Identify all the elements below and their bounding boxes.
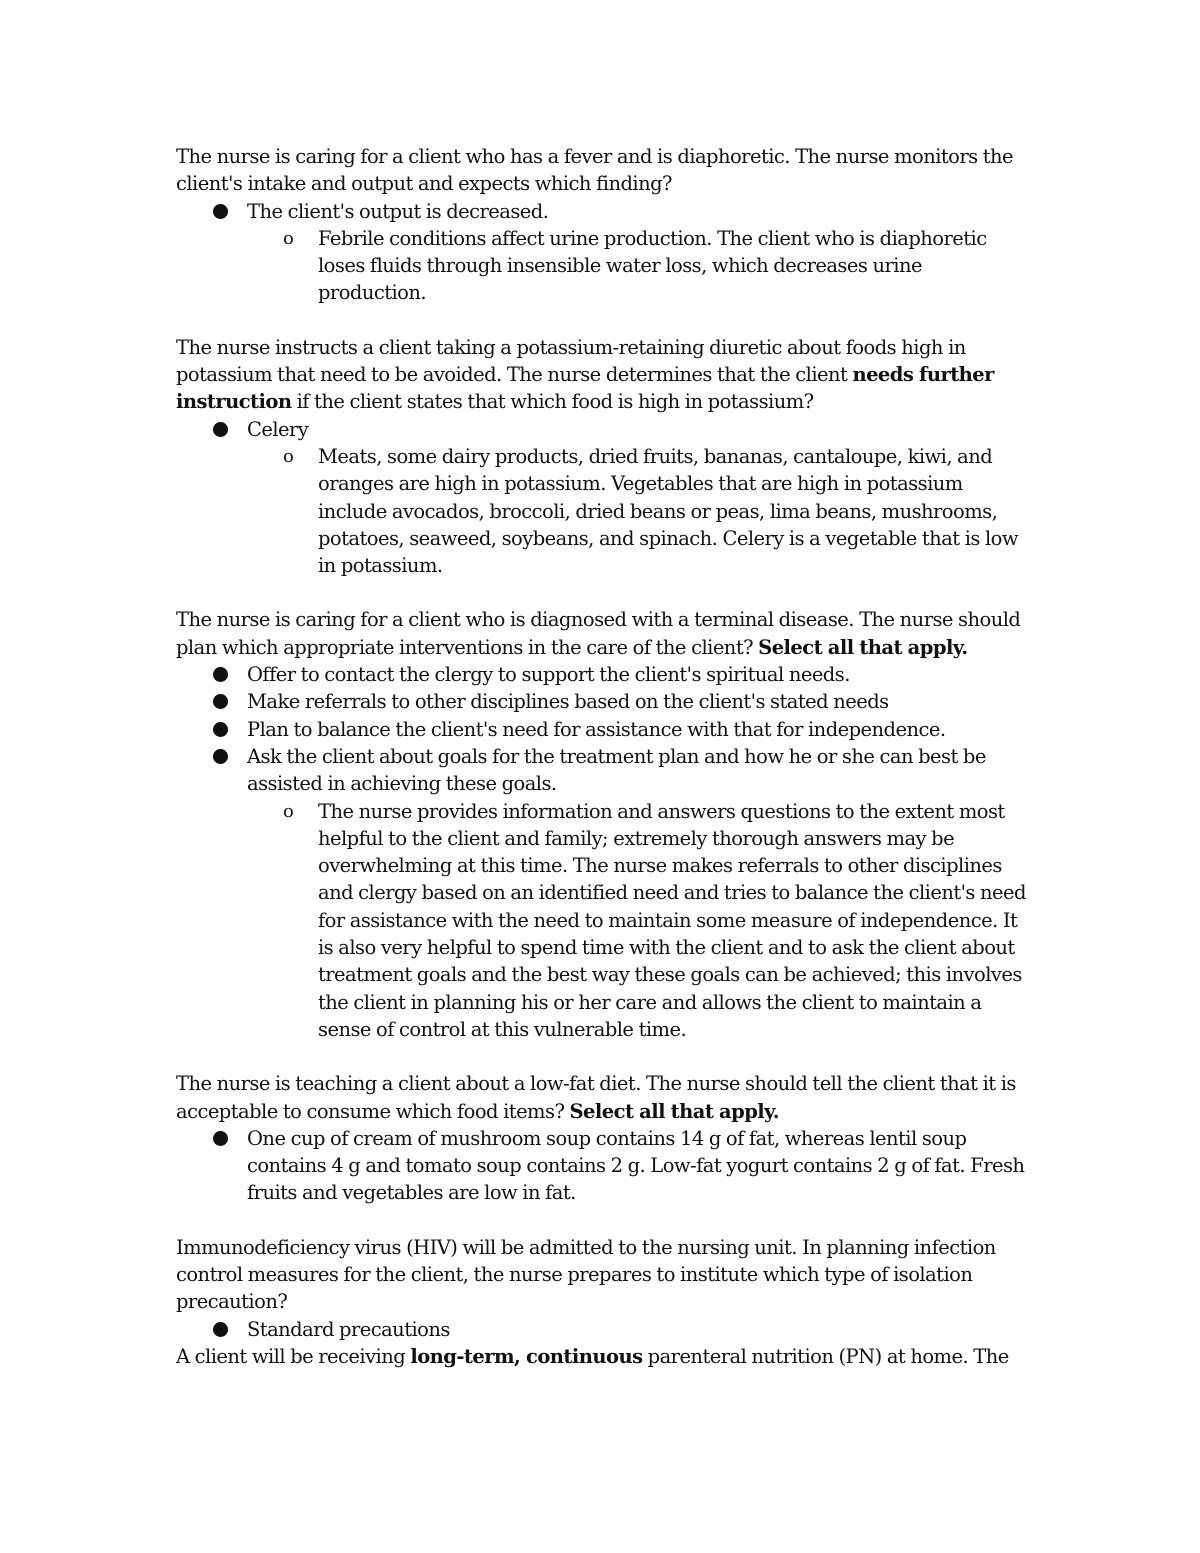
answer-item bbox=[247, 688, 1026, 715]
filled-bullet-icon bbox=[213, 1131, 228, 1146]
filled-bullet-icon bbox=[213, 667, 228, 682]
answer-text: Offer to contact the clergy to support the client's spiritual needs. bbox=[247, 663, 850, 687]
filled-bullet-icon bbox=[213, 749, 228, 764]
answer-text: Standard precautions bbox=[247, 1317, 450, 1341]
answer-item bbox=[247, 1125, 1026, 1207]
rationale-text: Meats, some dairy products, dried fruits, bananas, cantaloupe, kiwi, and oranges are high in potassium. Vegetables that are high in potassium include avocados, broccoli, dried beans or peas, lima beans, mushrooms, potatoes, seaweed, soybeans, and spinach. Celery is a vegetable that is low in potassium. bbox=[318, 444, 1019, 578]
answer-list bbox=[176, 416, 1026, 580]
answer-text: Celery bbox=[247, 417, 309, 441]
hollow-bullet-icon: o bbox=[283, 227, 294, 249]
stem-emphasis: Select all that apply. bbox=[758, 635, 968, 659]
answer-text: One cup of cream of mushroom soup contains 14 g of fat, whereas lentil soup contains 4 g and tomato soup contains 2 g. Low-fat yogurt contains 2 g of fat. Fresh fruits and vegetables are low in fat. bbox=[247, 1126, 1025, 1205]
rationale-list bbox=[247, 443, 1026, 579]
filled-bullet-icon bbox=[213, 722, 228, 737]
filled-bullet-icon bbox=[213, 694, 228, 709]
rationale-text: Febrile conditions affect urine production. The client who is diaphoretic loses fluids through insensible water loss, which decreases urine production. bbox=[318, 226, 987, 305]
stem-emphasis: needs further instruction bbox=[176, 363, 994, 414]
answer-text: Ask the client about goals for the treatment plan and how he or she can best be assisted in achieving these goals. bbox=[247, 744, 986, 796]
filled-bullet-icon bbox=[213, 422, 228, 437]
answer-item bbox=[247, 661, 1026, 688]
stem-text: The nurse is teaching a client about a low-fat diet. The nurse should tell the client that it is acceptable to consume which food items? bbox=[176, 1072, 1016, 1123]
stem-text: parenteral nutrition (PN) at home. The bbox=[642, 1344, 1009, 1368]
answer-list bbox=[176, 1125, 1026, 1207]
answer-text: The client's output is decreased. bbox=[247, 199, 549, 223]
stem-text: A client will be receiving bbox=[176, 1344, 411, 1368]
question-stem bbox=[176, 1343, 1026, 1370]
rationale-item bbox=[283, 443, 1026, 579]
stem-text: if the client states that which food is high in potassium? bbox=[291, 390, 814, 414]
rationale-list bbox=[247, 798, 1026, 1044]
rationale-item bbox=[283, 225, 1026, 307]
hollow-bullet-icon: o bbox=[283, 800, 294, 822]
answer-item bbox=[247, 198, 1026, 307]
question-stem bbox=[176, 606, 1026, 661]
answer-list bbox=[176, 198, 1026, 307]
question-stem bbox=[176, 1070, 1026, 1125]
stem-emphasis: Select all that apply. bbox=[569, 1099, 779, 1123]
rationale-list bbox=[247, 225, 1026, 307]
question-stem bbox=[176, 334, 1026, 416]
stem-emphasis: long-term, continuous bbox=[410, 1344, 643, 1368]
question-stem: Immunodeficiency virus (HIV) will be admitted to the nursing unit. In planning infection control measures for the client, the nurse prepares to institute which type of isolation precaution? bbox=[176, 1235, 996, 1314]
rationale-text: The nurse provides information and answers questions to the extent most helpful to the client and family; extremely thorough answers may be overwhelming at this time. The nurse makes referrals to other disciplines and clergy based on an identified need and tries to balance the client's need for assistance with the need to maintain some measure of independence. It is also very helpful to spend time with the client and to ask the client about treatment goals and the best way these goals can be achieved; this involves the client in planning his or her care and allows the client to maintain a sense of control at this vulnerable time. bbox=[318, 799, 1026, 1041]
stem-text: The nurse is caring for a client who is diagnosed with a terminal disease. The nurse should plan which appropriate interventions in the care of the client? bbox=[176, 608, 1021, 659]
document-page bbox=[176, 143, 1026, 1370]
filled-bullet-icon bbox=[213, 1322, 228, 1337]
answer-text: Plan to balance the client's need for assistance with that for independence. bbox=[247, 717, 946, 741]
answer-item bbox=[247, 416, 1026, 580]
answer-item bbox=[247, 743, 1026, 1043]
answer-item bbox=[247, 716, 1026, 743]
filled-bullet-icon bbox=[213, 204, 228, 219]
answer-text: Make referrals to other disciplines based on the client's stated needs bbox=[247, 690, 889, 714]
hollow-bullet-icon: o bbox=[283, 445, 294, 467]
answer-list bbox=[176, 1316, 1026, 1343]
stem-text: The nurse instructs a client taking a potassium-retaining diuretic about foods high in potassium that need to be avoided. The nurse determines that the client bbox=[176, 335, 966, 387]
answer-item bbox=[247, 1316, 1026, 1343]
answer-list bbox=[176, 661, 1026, 1043]
question-stem: The nurse is caring for a client who has a fever and is diaphoretic. The nurse monitors the client's intake and output and expects which finding? bbox=[176, 145, 1014, 196]
rationale-item bbox=[283, 798, 1026, 1044]
